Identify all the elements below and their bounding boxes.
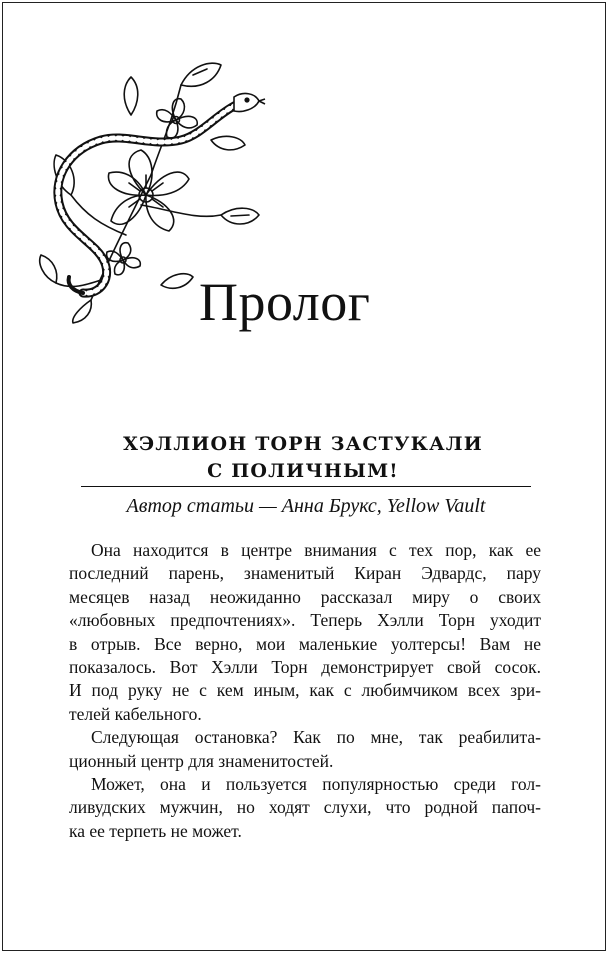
headline-divider bbox=[81, 486, 531, 487]
headline-line-1: ХЭЛЛИОН ТОРН ЗАСТУКАЛИ bbox=[123, 433, 483, 455]
text-line: И под руку не с кем иным, как с любимчиком всех зри- bbox=[69, 680, 541, 701]
text-line: в отрыв. Все верно, мои маленькие уолтерсы! Вам не bbox=[69, 633, 541, 654]
text-line: последний парень, знаменитый Киран Эдвардс, пару bbox=[69, 563, 541, 584]
text-line: ка ее терпеть не может. bbox=[69, 820, 242, 841]
text-line: показалось. Вот Хэлли Торн демонстрирует свой сосок. bbox=[69, 657, 541, 678]
text-line: Может, она и пользуется популярностью среди гол- bbox=[91, 774, 541, 795]
text-line: телей кабельного. bbox=[69, 703, 202, 724]
paragraph-3 bbox=[69, 773, 541, 843]
text-line: Она находится в центре внимания с тех пор, как ее bbox=[91, 540, 541, 560]
text-line: ционный центр для знаменитостей. bbox=[69, 750, 334, 771]
headline-line-2: С ПОЛИЧНЫМ! bbox=[207, 460, 399, 482]
text-line: месяцев назад неожиданно рассказал миру о своих bbox=[69, 586, 541, 607]
paragraph-2 bbox=[69, 726, 541, 773]
paragraph-1 bbox=[69, 539, 541, 726]
article-body bbox=[69, 539, 541, 843]
text-line: «любовных предпочтениях». Теперь Хэлли Торн уходит bbox=[69, 610, 541, 631]
article-byline: Автор статьи — Анна Брукс, Yellow Vault bbox=[126, 495, 486, 517]
book-page bbox=[2, 2, 606, 951]
text-line: ливудских мужчин, но ходят слухи, что родной папоч- bbox=[69, 797, 541, 818]
text-line: Следующая остановка? Как по мне, так реабилита- bbox=[91, 727, 541, 748]
chapter-title: Пролог bbox=[199, 272, 371, 332]
article-headline bbox=[79, 431, 527, 485]
